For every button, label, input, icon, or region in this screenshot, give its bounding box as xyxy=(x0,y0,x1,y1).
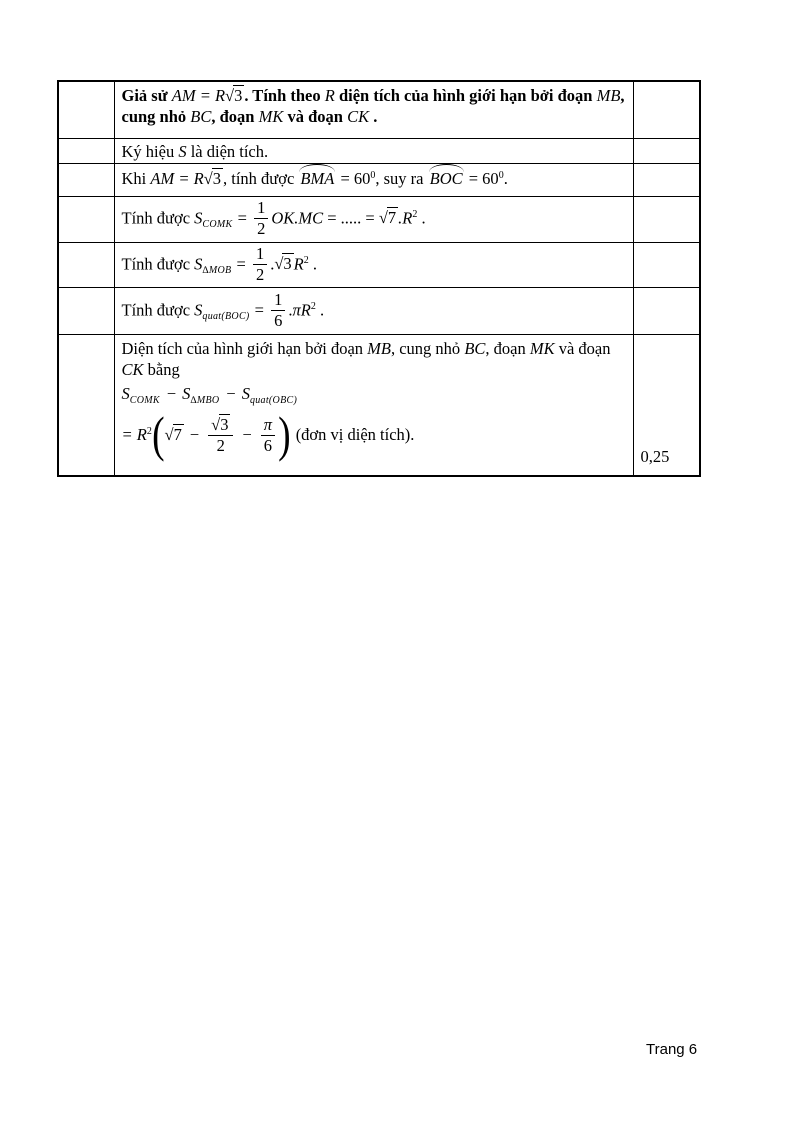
solution-text: , tính được xyxy=(222,169,299,188)
math-expr: .R xyxy=(398,208,413,228)
question-no-cell xyxy=(58,81,114,139)
minus-operator: − xyxy=(166,384,177,403)
content-cell xyxy=(114,288,633,335)
radical-icon: √ xyxy=(211,414,221,434)
solution-text: Tính được xyxy=(121,208,195,228)
math-expr: = xyxy=(250,299,269,319)
score-cell xyxy=(633,81,700,139)
right-paren: ) xyxy=(278,406,291,462)
radical-icon: √ xyxy=(378,208,388,228)
content-cell xyxy=(114,243,633,288)
solution-text: . xyxy=(503,169,508,188)
subscript: quat(BOC) xyxy=(202,310,250,322)
minus-operator: − xyxy=(242,424,252,444)
superscript: 0 xyxy=(370,170,376,181)
numerator xyxy=(208,416,233,436)
question-text: và đoạn xyxy=(283,107,348,126)
radical-expression xyxy=(274,254,293,273)
numerator: 1 xyxy=(271,291,285,311)
solution-text: Tính được xyxy=(121,299,195,319)
radicand: 3 xyxy=(234,86,243,105)
radical-icon: √ xyxy=(274,253,284,273)
content-cell xyxy=(114,164,633,197)
left-paren: ( xyxy=(151,406,165,462)
subscript: ∆MBO xyxy=(190,395,220,406)
subscript: ∆MOB xyxy=(202,264,232,276)
solution-text: , cung nhỏ xyxy=(390,339,465,358)
math-expr: MK xyxy=(258,107,284,126)
denominator: 6 xyxy=(263,435,273,455)
solution-text: , đoạn xyxy=(485,339,530,358)
question-text: , cung nhỏ xyxy=(121,86,625,126)
fraction xyxy=(254,199,268,238)
conclusion-row xyxy=(58,335,700,477)
solution-text: . xyxy=(308,253,317,273)
math-expr: S xyxy=(178,141,187,161)
content-cell xyxy=(114,335,633,477)
denominator: 2 xyxy=(257,219,266,238)
math-expr: = ..... = xyxy=(323,208,379,228)
solution-row xyxy=(58,197,700,243)
fraction xyxy=(208,416,233,455)
superscript: 2 xyxy=(412,209,418,221)
content-cell xyxy=(114,139,633,164)
answer-table xyxy=(57,80,701,477)
solution-text: bằng xyxy=(143,360,180,379)
math-expr: MK xyxy=(529,339,555,358)
score-cell xyxy=(633,197,700,243)
math-expr: BC xyxy=(464,339,486,358)
fraction xyxy=(261,416,275,455)
question-text: Giả sử xyxy=(121,86,172,105)
superscript: 2 xyxy=(146,425,152,437)
superscript: 0 xyxy=(498,170,504,181)
math-expr: πR xyxy=(292,299,311,319)
denominator: 2 xyxy=(255,264,265,284)
solution-row xyxy=(58,164,700,197)
math-expr: CK xyxy=(347,107,370,126)
math-expr: . xyxy=(288,299,293,319)
denominator: 2 xyxy=(216,435,225,455)
solution-row xyxy=(58,288,700,335)
solution-text: . xyxy=(417,208,426,228)
solution-text: . xyxy=(315,299,325,319)
content-cell xyxy=(114,81,633,139)
radical-icon: √ xyxy=(203,169,213,188)
score-cell xyxy=(633,139,700,164)
math-expr: BC xyxy=(190,107,212,126)
subscript: quat(OBC) xyxy=(249,395,298,406)
solution-row xyxy=(58,139,700,164)
unit-note: (đơn vị diện tích). xyxy=(295,424,415,444)
solution-text: Khi xyxy=(121,169,151,188)
score-cell xyxy=(633,164,700,197)
question-no-cell xyxy=(58,139,114,164)
radical-icon: √ xyxy=(225,86,235,105)
subscript: COMK xyxy=(129,395,160,406)
math-expr: MB xyxy=(367,339,391,358)
numerator: 1 xyxy=(254,199,268,219)
question-text: , đoạn xyxy=(211,107,259,126)
angle-arc-BOC: BOC xyxy=(429,169,463,188)
math-expr: S xyxy=(194,208,203,228)
final-result-expression xyxy=(121,406,627,463)
math-expr: R xyxy=(293,253,304,273)
question-no-cell xyxy=(58,164,114,197)
math-expr: = 60 xyxy=(464,169,499,188)
area-difference-expression xyxy=(122,383,627,407)
score-value: 0,25 xyxy=(640,447,670,466)
subscript: COMK xyxy=(202,219,233,231)
math-expr: AM = R xyxy=(150,169,204,188)
math-expr: R xyxy=(324,86,335,105)
solution-text: Ký hiệu xyxy=(121,141,179,161)
math-expr: S xyxy=(182,384,191,403)
solution-text: Tính được xyxy=(121,253,195,273)
page-number: Trang 6 xyxy=(646,1041,698,1058)
math-expr: = R xyxy=(121,424,147,444)
question-no-cell xyxy=(58,243,114,288)
radicand: 3 xyxy=(212,169,221,188)
radicand: 3 xyxy=(283,253,292,273)
solution-text: và đoạn xyxy=(554,339,611,358)
angle-arc-BMA: BMA xyxy=(300,169,335,188)
radicand: 7 xyxy=(387,208,397,228)
score-cell xyxy=(633,288,700,335)
conclusion-text xyxy=(122,338,627,380)
header-row xyxy=(58,81,700,139)
minus-operator: − xyxy=(226,384,236,403)
fraction xyxy=(253,245,267,284)
fraction xyxy=(271,291,285,330)
question-text: diện tích của hình giới hạn bởi đoạn xyxy=(334,86,597,105)
question-text: . xyxy=(369,107,378,126)
radicand: 7 xyxy=(173,424,182,444)
score-cell xyxy=(633,243,700,288)
math-expr: CK xyxy=(121,360,144,379)
score-cell xyxy=(633,335,700,477)
question-no-cell xyxy=(58,197,114,243)
superscript: 2 xyxy=(303,254,309,266)
math-expr: S xyxy=(241,384,250,403)
math-expr: S xyxy=(194,299,203,319)
radicand: 3 xyxy=(220,414,229,434)
math-expr: MB xyxy=(596,86,621,105)
math-expr: OK.MC xyxy=(271,208,324,228)
content-cell xyxy=(114,197,633,243)
solution-row xyxy=(58,243,700,288)
numerator: π xyxy=(261,416,275,436)
radical-expression xyxy=(379,208,398,227)
math-expr: AM = R xyxy=(171,86,226,105)
math-expr: = xyxy=(233,208,252,228)
numerator: 1 xyxy=(253,245,267,265)
solution-text: Diện tích của hình giới hạn bởi đoạn xyxy=(121,339,368,358)
radical-expression xyxy=(165,425,184,444)
denominator: 6 xyxy=(274,310,283,330)
question-text: . Tính theo xyxy=(244,86,325,105)
solution-text: là diện tích. xyxy=(186,141,269,161)
solution-text: , suy ra xyxy=(375,169,428,188)
math-expr: = xyxy=(232,253,250,273)
math-expr: . xyxy=(270,253,275,273)
minus-operator: − xyxy=(189,424,200,444)
radical-icon: √ xyxy=(164,424,174,444)
radical-expression xyxy=(204,169,223,188)
question-no-cell xyxy=(58,288,114,335)
math-expr: = 60 xyxy=(336,169,371,188)
math-expr: S xyxy=(194,253,203,273)
radical-expression xyxy=(225,86,244,105)
math-expr: S xyxy=(121,384,130,403)
question-no-cell xyxy=(58,335,114,477)
superscript: 2 xyxy=(310,300,316,312)
